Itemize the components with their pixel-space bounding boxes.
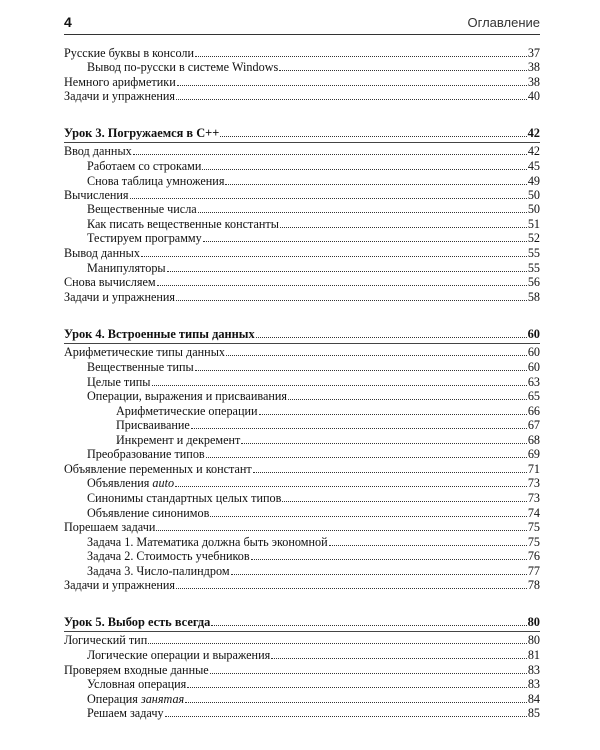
entry-page-number: 84	[527, 692, 540, 706]
toc-entry[interactable]	[64, 506, 540, 520]
table-of-contents	[64, 0, 540, 750]
dot-leader	[241, 443, 526, 444]
toc-entry[interactable]	[64, 677, 540, 691]
dot-leader	[195, 56, 527, 57]
entry-title: Работаем со строками	[87, 159, 202, 173]
entry-title: Снова вычисляем	[64, 275, 156, 289]
dot-leader	[259, 414, 527, 415]
entry-page-number: 52	[527, 231, 540, 245]
entry-title: Проверяем входные данные	[64, 663, 209, 677]
toc-entry[interactable]	[64, 231, 540, 245]
entry-page-number: 74	[527, 506, 540, 520]
entry-page-number: 42	[527, 144, 540, 158]
toc-entry[interactable]	[64, 375, 540, 389]
entry-page-number: 71	[527, 462, 540, 476]
entry-title: Задачи и упражнения	[64, 290, 176, 304]
entry-page-number: 55	[527, 261, 540, 275]
toc-entry[interactable]	[64, 549, 540, 563]
dot-leader	[271, 658, 527, 659]
toc-entry[interactable]	[64, 535, 540, 549]
entry-page-number: 65	[527, 389, 540, 403]
entry-page-number: 49	[527, 174, 540, 188]
entry-page-number: 60	[527, 360, 540, 374]
entry-title: Объявление переменных и констант	[64, 462, 252, 476]
toc-entry[interactable]	[64, 491, 540, 505]
entry-page-number: 37	[527, 46, 540, 60]
chapter-divider	[64, 343, 540, 344]
toc-entry[interactable]	[64, 261, 540, 275]
dot-leader	[329, 545, 527, 546]
chapter-entry[interactable]	[64, 126, 540, 140]
entry-page-number: 38	[527, 75, 540, 89]
entry-title: Инкремент и декремент	[116, 433, 241, 447]
toc-entry[interactable]	[64, 663, 540, 677]
toc-entry[interactable]	[64, 633, 540, 647]
entry-page-number: 66	[527, 404, 540, 418]
entry-page-number: 45	[527, 159, 540, 173]
section-title: Оглавление	[467, 15, 540, 30]
entry-page-number: 38	[527, 60, 540, 74]
entry-page-number: 80	[527, 633, 540, 647]
entry-title: Задача 2. Стоимость учебников	[87, 549, 250, 563]
dot-leader	[152, 385, 527, 386]
dot-leader	[195, 370, 527, 371]
entry-title: Немного арифметики	[64, 75, 176, 89]
toc-entry[interactable]	[64, 692, 540, 706]
entry-page-number: 60	[527, 345, 540, 359]
entry-title: Логические операции и выражения	[87, 648, 271, 662]
dot-leader	[226, 355, 527, 356]
dot-leader	[202, 169, 526, 170]
dot-leader	[220, 136, 526, 137]
toc-entry[interactable]	[64, 217, 540, 231]
dot-leader	[167, 271, 527, 272]
entry-page-number: 69	[527, 447, 540, 461]
toc-entry[interactable]	[64, 476, 540, 490]
entry-page-number: 73	[527, 491, 540, 505]
chapter-entry[interactable]	[64, 327, 540, 341]
toc-entry[interactable]	[64, 246, 540, 260]
toc-entry[interactable]	[64, 706, 540, 720]
entry-title: Арифметические операции	[116, 404, 258, 418]
toc-entry[interactable]	[64, 404, 540, 418]
entry-title: Задачи и упражнения	[64, 578, 176, 592]
toc-entry[interactable]	[64, 389, 540, 403]
entry-title: Как писать вещественные константы	[87, 217, 279, 231]
entry-page-number: 50	[527, 202, 540, 216]
entry-page-number: 75	[527, 535, 540, 549]
entry-title: Объявление синонимов	[87, 506, 210, 520]
chapter-entry[interactable]	[64, 615, 540, 629]
dot-leader	[282, 501, 526, 502]
toc-entry[interactable]	[64, 144, 540, 158]
entry-title: Порешаем задачи	[64, 520, 156, 534]
toc-entry[interactable]	[64, 447, 540, 461]
entry-title: Целые типы	[87, 375, 151, 389]
toc-entry[interactable]	[64, 202, 540, 216]
page-number: 4	[64, 14, 72, 30]
entry-page-number: 85	[527, 706, 540, 720]
dot-leader	[165, 716, 527, 717]
dot-leader	[177, 85, 527, 86]
chapter-divider	[64, 631, 540, 632]
entry-page-number: 68	[527, 433, 540, 447]
entry-title: Задача 3. Число-палиндром	[87, 564, 230, 578]
toc-entry[interactable]	[64, 290, 540, 304]
entry-page-number: 83	[527, 663, 540, 677]
dot-leader	[288, 399, 527, 400]
entry-title: Логический тип	[64, 633, 148, 647]
entry-page-number: 76	[527, 549, 540, 563]
dot-leader	[176, 588, 527, 589]
toc-entry[interactable]	[64, 345, 540, 359]
dot-leader	[280, 227, 527, 228]
entry-page-number: 55	[527, 246, 540, 260]
entry-title: Манипуляторы	[87, 261, 166, 275]
entry-title: Задачи и упражнения	[64, 89, 176, 103]
toc-entry[interactable]	[64, 578, 540, 592]
entry-title: Вывод данных	[64, 246, 140, 260]
toc-entry[interactable]	[64, 46, 540, 60]
toc-entry[interactable]	[64, 418, 540, 432]
entry-page-number: 78	[527, 578, 540, 592]
entry-title: Урок 4. Встроенные типы данных	[64, 327, 255, 341]
dot-leader	[231, 574, 527, 575]
entry-title: Операция занятая	[87, 692, 185, 706]
dot-leader	[203, 241, 527, 242]
toc-entry[interactable]	[64, 360, 540, 374]
dot-leader	[141, 256, 527, 257]
dot-leader	[157, 285, 527, 286]
entry-title: Урок 5. Выбор есть всегда	[64, 615, 211, 629]
entry-title: Русские буквы в консоли	[64, 46, 194, 60]
entry-title: Решаем задачу	[87, 706, 164, 720]
dot-leader	[191, 428, 527, 429]
entry-page-number: 40	[527, 89, 540, 103]
dot-leader	[256, 337, 527, 338]
dot-leader	[133, 154, 527, 155]
dot-leader	[176, 99, 527, 100]
entry-page-number: 50	[527, 188, 540, 202]
toc-entry[interactable]	[64, 275, 540, 289]
entry-title: Задача 1. Математика должна быть экономной	[87, 535, 328, 549]
toc-entry[interactable]	[64, 564, 540, 578]
chapter-divider	[64, 142, 540, 143]
entry-title: Присваивание	[116, 418, 190, 432]
entry-page-number: 42	[527, 126, 540, 140]
dot-leader	[206, 457, 527, 458]
entry-title: Вещественные числа	[87, 202, 197, 216]
entry-title: Тестируем программу	[87, 231, 202, 245]
dot-leader	[185, 702, 527, 703]
dot-leader	[130, 198, 527, 199]
entry-page-number: 75	[527, 520, 540, 534]
entry-page-number: 77	[527, 564, 540, 578]
entry-page-number: 56	[527, 275, 540, 289]
dot-leader	[225, 184, 526, 185]
entry-page-number: 60	[527, 327, 540, 341]
entry-title: Вещественные типы	[87, 360, 194, 374]
entry-title: Преобразование типов	[87, 447, 205, 461]
entry-page-number: 80	[527, 615, 540, 629]
toc-entry[interactable]	[64, 520, 540, 534]
entry-page-number: 83	[527, 677, 540, 691]
dot-leader	[279, 70, 527, 71]
entry-page-number: 51	[527, 217, 540, 231]
toc-entry[interactable]	[64, 188, 540, 202]
entry-title: Ввод данных	[64, 144, 132, 158]
entry-title: Вычисления	[64, 188, 129, 202]
entry-page-number: 67	[527, 418, 540, 432]
dot-leader	[210, 516, 526, 517]
entry-title-italic: auto	[152, 476, 175, 490]
dot-leader	[210, 673, 527, 674]
dot-leader	[156, 530, 526, 531]
toc-entry[interactable]	[64, 75, 540, 89]
entry-title: Синонимы стандартных целых типов	[87, 491, 282, 505]
toc-entry[interactable]	[64, 462, 540, 476]
toc-entry[interactable]	[64, 60, 540, 74]
entry-title-italic: занятая	[140, 692, 185, 706]
dot-leader	[198, 212, 527, 213]
dot-leader	[253, 472, 527, 473]
entry-title: Снова таблица умножения	[87, 174, 225, 188]
entry-page-number: 63	[527, 375, 540, 389]
dot-leader	[176, 300, 527, 301]
entry-page-number: 81	[527, 648, 540, 662]
toc-entry[interactable]	[64, 433, 540, 447]
toc-entry[interactable]	[64, 174, 540, 188]
entry-page-number: 58	[527, 290, 540, 304]
dot-leader	[187, 687, 527, 688]
dot-leader	[211, 625, 526, 626]
entry-page-number: 73	[527, 476, 540, 490]
toc-entry[interactable]	[64, 159, 540, 173]
entry-title: Урок 3. Погружаемся в C++	[64, 126, 220, 140]
toc-entry[interactable]	[64, 89, 540, 103]
toc-entry[interactable]	[64, 648, 540, 662]
dot-leader	[148, 643, 527, 644]
dot-leader	[175, 486, 527, 487]
entry-title: Вывод по-русски в системе Windows	[87, 60, 279, 74]
dot-leader	[251, 559, 527, 560]
entry-title: Арифметические типы данных	[64, 345, 225, 359]
entry-title: Объявления auto	[87, 476, 175, 490]
entry-title: Условная операция	[87, 677, 187, 691]
entry-title: Операции, выражения и присваивания	[87, 389, 288, 403]
